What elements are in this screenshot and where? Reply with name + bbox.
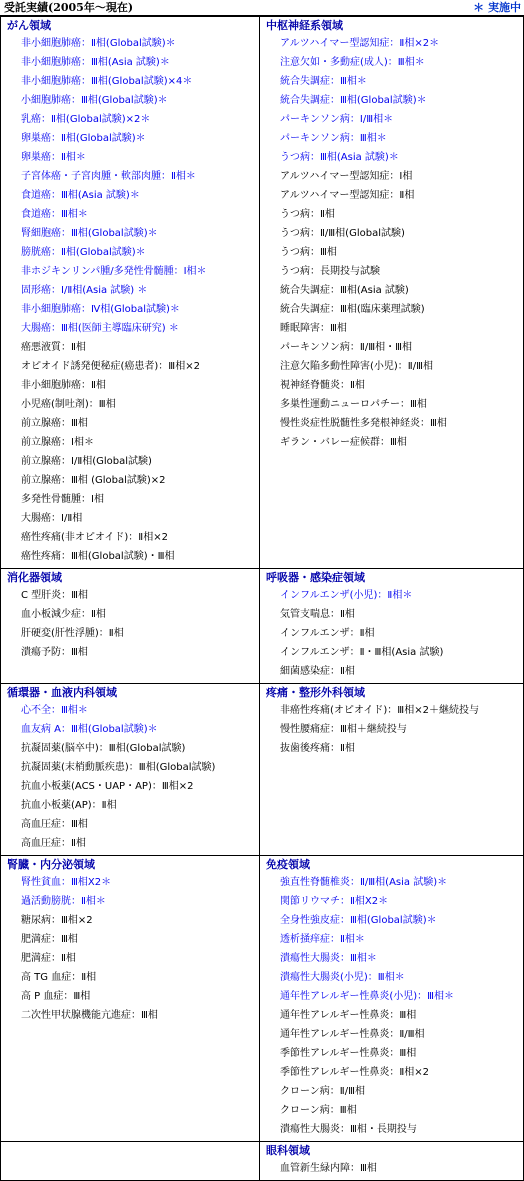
- section-title: 循環器・血液内科領域: [7, 686, 117, 699]
- study-list: [1, 586, 259, 662]
- list-item: アルツハイマー型認知症：Ⅱ相×2＊: [280, 38, 440, 49]
- therapeutic-area-cell: [260, 1142, 524, 1181]
- list-item: 固形癌：Ⅰ/Ⅱ相(Asia 試験) ＊: [21, 285, 148, 296]
- list-item: 高血圧症：Ⅱ相: [21, 838, 86, 849]
- study-list: [1, 34, 259, 566]
- list-item: 血管新生緑内障：Ⅲ相: [280, 1163, 377, 1174]
- list-item: アルツハイマー型認知症：Ⅱ相: [280, 190, 415, 201]
- list-item: うつ病：長期投与試験: [280, 266, 380, 277]
- therapeutic-area-cell: [260, 17, 524, 569]
- list-item: 統合失調症：Ⅲ相(Asia 試験): [280, 285, 409, 296]
- list-item: クローン病：Ⅱ/Ⅲ相: [280, 1086, 365, 1097]
- therapeutic-area-cell: [260, 569, 524, 684]
- list-item: 抗凝固薬(末梢動脈疾患)：Ⅲ相(Global試験): [21, 762, 216, 773]
- therapeutic-area-cell: [1, 684, 260, 856]
- list-item: 食道癌：Ⅲ相(Asia 試験)＊: [21, 190, 140, 201]
- list-item: 前立腺癌：Ⅰ相＊: [21, 437, 94, 448]
- list-item: 非癌性疼痛(オピオイド)：Ⅲ相×2＋継続投与: [280, 705, 479, 716]
- list-item: パーキンソン病：Ⅰ/Ⅲ相＊: [280, 114, 394, 125]
- list-item: うつ病：Ⅲ相(Asia 試験)＊: [280, 152, 399, 163]
- table-row: [1, 17, 524, 569]
- list-item: 全身性強皮症：Ⅲ相(Global試験)＊: [280, 915, 437, 926]
- table-row: [1, 569, 524, 684]
- therapeutic-area-cell: [1, 569, 260, 684]
- list-item: 乳癌：Ⅱ相(Global試験)×2＊: [21, 114, 151, 125]
- list-item: アルツハイマー型認知症：Ⅰ相: [280, 171, 413, 182]
- list-item: 統合失調症：Ⅲ相＊: [280, 76, 367, 87]
- list-item: ギラン・バレー症候群：Ⅲ相: [280, 437, 407, 448]
- list-item: 季節性アレルギー性鼻炎：Ⅲ相: [280, 1048, 417, 1059]
- list-item: パーキンソン病：Ⅲ相＊: [280, 133, 387, 144]
- list-item: 非ホジキンリンパ腫/多発性骨髄腫：Ⅰ相＊: [21, 266, 207, 277]
- list-item: 注意欠陥多動性障害(小児)：Ⅱ/Ⅲ相: [280, 361, 433, 372]
- list-item: 強直性脊髄椎炎：Ⅱ/Ⅲ相(Asia 試験)＊: [280, 877, 448, 888]
- list-item: 腎性貧血：Ⅲ相X2＊: [21, 877, 112, 888]
- list-item: 高血圧症：Ⅲ相: [21, 819, 88, 830]
- list-item: 心不全：Ⅲ相＊: [21, 705, 88, 716]
- list-item: 非小細胞肺癌：Ⅳ相(Global試験)＊: [21, 304, 180, 315]
- list-item: オピオイド誘発便秘症(癌患者)：Ⅲ相×2: [21, 361, 200, 372]
- therapeutic-area-cell: [260, 684, 524, 856]
- list-item: 抗血小板薬(ACS・UAP・AP)：Ⅲ相×2: [21, 781, 194, 792]
- list-item: 通年性アレルギー性鼻炎：Ⅲ相: [280, 1010, 417, 1021]
- section-title: 呼吸器・感染症領域: [266, 571, 365, 584]
- therapeutic-area-cell: [260, 856, 524, 1142]
- section-title: 免疫領域: [266, 858, 310, 871]
- list-item: 気管支喘息：Ⅱ相: [280, 609, 355, 620]
- list-item: 抜歯後疼痛：Ⅱ相: [280, 743, 355, 754]
- list-item: 非小細胞肺癌：Ⅲ相(Global試験)×4＊: [21, 76, 193, 87]
- list-item: 小細胞肺癌：Ⅲ相(Global試験)＊: [21, 95, 168, 106]
- list-item: 小児癌(制吐剤)：Ⅲ相: [21, 399, 116, 410]
- list-item: 潰瘍性大腸炎(小児)：Ⅲ相＊: [280, 972, 405, 983]
- section-title: がん領域: [7, 19, 51, 32]
- list-item: 前立腺癌：Ⅰ/Ⅱ相(Global試験): [21, 456, 152, 467]
- table-row: [1, 856, 524, 1142]
- table-row: [1, 684, 524, 856]
- list-item: 癌性疼痛(非オピオイド)：Ⅱ相×2: [21, 532, 168, 543]
- list-item: 季節性アレルギー性鼻炎：Ⅱ相×2: [280, 1067, 430, 1078]
- list-item: 多巣性運動ニューロパチー：Ⅲ相: [280, 399, 427, 410]
- list-item: 腎細胞癌：Ⅲ相(Global試験)＊: [21, 228, 158, 239]
- list-item: うつ病：Ⅲ相: [280, 247, 337, 258]
- table-row: [1, 1142, 524, 1181]
- list-item: 透析掻痒症：Ⅱ相＊: [280, 934, 365, 945]
- list-item: 注意欠如・多動症(成人)：Ⅲ相＊: [280, 57, 425, 68]
- list-item: 抗凝固薬(脳卒中)：Ⅲ相(Global試験): [21, 743, 186, 754]
- list-item: 抗血小板薬(AP)：Ⅱ相: [21, 800, 117, 811]
- study-list: [1, 701, 259, 853]
- therapeutic-area-table: [0, 16, 524, 1181]
- list-item: 卵巣癌：Ⅱ相＊: [21, 152, 86, 163]
- list-item: 多発性骨髄腫：Ⅰ相: [21, 494, 104, 505]
- study-list: [260, 586, 523, 681]
- list-item: 糖尿病：Ⅲ相×2: [21, 915, 93, 926]
- list-item: 前立腺癌：Ⅲ相: [21, 418, 88, 429]
- study-list: [260, 1159, 523, 1178]
- list-item: パーキンソン病：Ⅱ/Ⅲ相・Ⅲ相: [280, 342, 412, 353]
- list-item: 卵巣癌：Ⅱ相(Global試験)＊: [21, 133, 146, 144]
- list-item: 肥満症：Ⅱ相: [21, 953, 76, 964]
- list-item: クローン病：Ⅲ相: [280, 1105, 357, 1116]
- section-title: 眼科領域: [266, 1144, 310, 1157]
- list-item: 慢性炎症性脱髄性多発根神経炎：Ⅲ相: [280, 418, 447, 429]
- therapeutic-area-cell: [1, 1142, 260, 1181]
- study-list: [1, 873, 259, 1025]
- list-item: 非小細胞肺癌：Ⅱ相: [21, 380, 106, 391]
- list-item: 潰瘍予防：Ⅲ相: [21, 647, 88, 658]
- study-list: [260, 873, 523, 1139]
- section-title: 疼痛・整形外科領域: [266, 686, 365, 699]
- list-item: インフルエンザ(小児)：Ⅱ相＊: [280, 590, 413, 601]
- list-item: 通年性アレルギー性鼻炎(小児)：Ⅲ相＊: [280, 991, 455, 1002]
- list-item: 膀胱癌：Ⅱ相(Global試験)＊: [21, 247, 146, 258]
- list-item: インフルエンザ：Ⅱ相: [280, 628, 375, 639]
- list-item: 癌性疼痛：Ⅲ相(Global試験)・Ⅲ相: [21, 551, 175, 562]
- list-item: 非小細胞肺癌：Ⅱ相(Global試験)＊: [21, 38, 176, 49]
- list-item: うつ病：Ⅱ/Ⅲ相(Global試験): [280, 228, 405, 239]
- page-title: 受託実績(2005年～現在): [4, 1, 134, 14]
- section-title: 腎臓・内分泌領域: [7, 858, 95, 871]
- therapeutic-area-cell: [1, 856, 260, 1142]
- section-title: 消化器領域: [7, 571, 62, 584]
- in-progress-legend: ＊ 実施中: [473, 1, 521, 14]
- list-item: 癌悪液質：Ⅱ相: [21, 342, 86, 353]
- list-item: 大腸癌：Ⅰ/Ⅱ相: [21, 513, 83, 524]
- list-item: C 型肝炎：Ⅲ相: [21, 590, 89, 601]
- list-item: 高 TG 血症：Ⅱ相: [21, 972, 97, 983]
- list-item: 細菌感染症：Ⅱ相: [280, 666, 355, 677]
- study-list: [260, 34, 523, 452]
- list-item: 慢性腰痛症：Ⅲ相＋継続投与: [280, 724, 407, 735]
- list-item: 過活動膀胱：Ⅱ相＊: [21, 896, 106, 907]
- page-header: [0, 0, 524, 16]
- list-item: 潰瘍性大腸炎：Ⅲ相＊: [280, 953, 377, 964]
- list-item: インフルエンザ：Ⅱ・Ⅲ相(Asia 試験): [280, 647, 444, 658]
- list-item: 肝硬変(肝性浮腫)：Ⅱ相: [21, 628, 124, 639]
- list-item: 視神経脊髄炎：Ⅱ相: [280, 380, 365, 391]
- list-item: 大腸癌：Ⅲ相(医師主導臨床研究) ＊: [21, 323, 179, 334]
- list-item: 通年性アレルギー性鼻炎：Ⅱ/Ⅲ相: [280, 1029, 425, 1040]
- list-item: 潰瘍性大腸炎：Ⅲ相・長期投与: [280, 1124, 417, 1135]
- list-item: 血友病 A：Ⅲ相(Global試験)＊: [21, 724, 158, 735]
- list-item: 関節リウマチ：Ⅱ相X2＊: [280, 896, 389, 907]
- list-item: 睡眠障害：Ⅲ相: [280, 323, 347, 334]
- section-title: 中枢神経系領域: [266, 19, 343, 32]
- list-item: 肥満症：Ⅲ相: [21, 934, 78, 945]
- list-item: 血小板減少症：Ⅱ相: [21, 609, 106, 620]
- list-item: 前立腺癌：Ⅲ相 (Global試験)×2: [21, 475, 166, 486]
- list-item: 非小細胞肺癌：Ⅲ相(Asia 試験)＊: [21, 57, 170, 68]
- study-list: [260, 701, 523, 758]
- list-item: 統合失調症：Ⅲ相(Global試験)＊: [280, 95, 427, 106]
- list-item: うつ病：Ⅱ相: [280, 209, 335, 220]
- list-item: 子宮体癌・子宮肉腫・軟部肉腫：Ⅱ相＊: [21, 171, 196, 182]
- list-item: 二次性甲状腺機能亢進症：Ⅲ相: [21, 1010, 158, 1021]
- list-item: 統合失調症：Ⅲ相(臨床薬理試験): [280, 304, 425, 315]
- therapeutic-area-cell: [1, 17, 260, 569]
- list-item: 高 P 血症：Ⅲ相: [21, 991, 91, 1002]
- list-item: 食道癌：Ⅲ相＊: [21, 209, 88, 220]
